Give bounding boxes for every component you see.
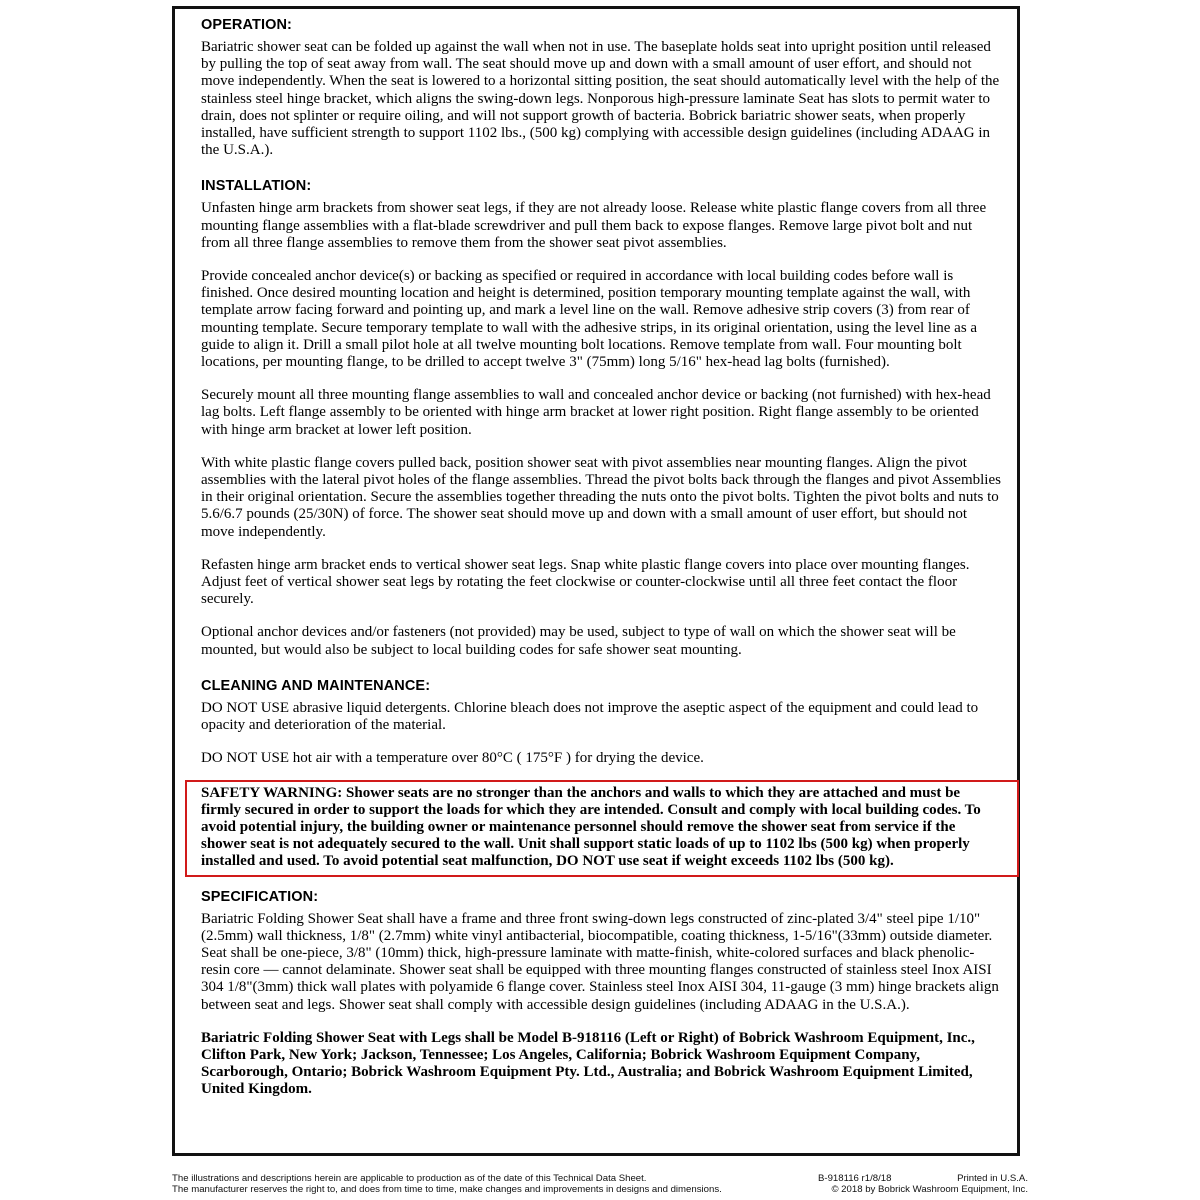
installation-heading: INSTALLATION:: [201, 178, 312, 195]
cleaning-paragraph-2: DO NOT USE hot air with a temperature over 80°C ( 175°F ) for drying the device.: [201, 750, 704, 767]
specification-model-statement: Bariatric Folding Shower Seat with Legs shall be Model B-918116 (Left or Right) of Bobrick Washroom Equipment, Inc., Clifton Park, New York; Jackson, Tennessee; Los Angeles, California; Bobrick Washroom Equipment Company, Scarborough, Ontario; Bobrick Washroom Equipment Pty. Ltd., Australia; and Bobrick Washroom Equipment Limited, United Kingdom.: [201, 1029, 975, 1098]
footer-credits: [818, 1173, 1028, 1195]
cleaning-heading: CLEANING AND MAINTENANCE:: [201, 677, 431, 694]
operation-heading: OPERATION:: [201, 17, 292, 33]
installation-paragraph-5: Refasten hinge arm bracket ends to vertical shower seat legs. Snap white plastic flange covers into place over mounting flanges. Adjust feet of vertical shower seat legs by rotating the feet clockwise or counter-clockwise until all three feet contact the floor securely.: [201, 556, 970, 608]
installation-paragraph-6: Optional anchor devices and/or fasteners (not provided) may be used, subject to type of wall on which the shower seat will be mounted, but would also be subject to local building codes for safe shower seat mounting.: [201, 624, 956, 658]
safety-warning-text: SAFETY WARNING: Shower seats are no stronger than the anchors and walls to which they are attached and must be firmly secured in order to support the loads for which they are intended. Consult and comply with local building codes. To avoid potential injury, the building owner or maintenance personnel should remove the shower seat from service if the shower seat is not adequately secured to the wall. Unit shall support static loads of up to 1102 lbs (500 kg) when properly installed and used. To avoid potential seat malfunction, DO NOT use seat if weight exceeds 1102 lbs (500 kg).: [201, 784, 981, 870]
doc-number: B-918116 r1/8/18: [818, 1173, 892, 1184]
footer-disclaimer: [172, 1173, 792, 1195]
printed-in: Printed in U.S.A.: [957, 1173, 1028, 1184]
footer-disclaimer-line-1: The illustrations and descriptions herein are applicable to production as of the date of this Technical Data Sheet.: [172, 1173, 647, 1184]
copyright: © 2018 by Bobrick Washroom Equipment, Inc.: [831, 1184, 1028, 1196]
specification-heading: SPECIFICATION:: [201, 888, 319, 905]
technical-data-sheet: [172, 6, 1020, 1156]
installation-paragraph-1: Unfasten hinge arm brackets from shower seat legs, if they are not already loose. Release white plastic flange covers from all three mounting flange assemblies with a flat-blade screwdriver and pull them back to expose flanges. Remove large pivot bolt and nut from all three flange assemblies to remove them from the shower seat pivot assemblies.: [201, 200, 987, 251]
specification-paragraph: Bariatric Folding Shower Seat shall have a frame and three front swing-down legs constructed of zinc-plated 3/4" steel pipe 1/10" (2.5mm) wall thickness, 1/8" (2.7mm) white vinyl antibacterial, biocompatible, coating thickness, 1-5/16"(33mm) outside diameter. Seat shall be one-piece, 3/8" (10mm) thick, high-pressure laminate with matte-finish, white-colored surfaces and black phenolic-resin core — cannot delaminate. Shower seat shall be equipped with three mounting flanges constructed of stainless steel Inox AISI 304 1/8"(3mm) thick wall plates with polyamide 6 flange cover. Stainless steel Inox AISI 304, 11-gauge (3 mm) hinge brackets align between seat and legs. Shower seat shall comply with accessible design guidelines (including ADAAG in the U.S.A.).: [201, 910, 999, 1013]
installation-paragraph-3: Securely mount all three mounting flange assemblies to wall and concealed anchor device or backing (not furnished) with hex-head lag bolts. Left flange assembly to be oriented with hinge arm bracket at lower right position. Right flange assembly to be oriented with hinge arm bracket at lower left position.: [201, 387, 991, 438]
safety-warning-box: [185, 780, 1019, 877]
operation-paragraph: Bariatric shower seat can be folded up against the wall when not in use. The baseplate holds seat into upright position until released by pulling the top of seat away from wall. The seat should move up and down with a small amount of user effort, and should not move independently. When the seat is lowered to a horizontal sitting position, the seat should automatically level with the help of the stainless steel hinge bracket, which aligns the swing-down legs. Nonporous high-pressure laminate Seat has slots to permit water to drain, does not splinter or require oiling, and will not support growth of bacteria. Bobrick bariatric shower seats, when properly installed, have sufficient strength to support 1102 lbs., (500 kg) complying with accessible design guidelines (including ADAAG in the U.S.A.).: [201, 39, 1000, 159]
sheet-content: [201, 17, 1003, 1099]
installation-paragraph-4: With white plastic flange covers pulled back, position shower seat with pivot assemblies near mounting flanges. Align the pivot assemblies with the lateral pivot holes of the flange assemblies. Thread the pivot bolts back through the flanges and pivot Assemblies in their original orientation. Secure the assemblies together threading the nuts onto the pivot bolts. Tighten the pivot bolts and nuts to 5.6/6.7 pounds (25/30N) of force. The shower seat should move up and down with a small amount of user effort, but should not move independently.: [201, 454, 1001, 540]
installation-paragraph-2: Provide concealed anchor device(s) or backing as specified or required in accordance with local building codes before wall is finished. Once desired mounting location and height is determined, position temporary mounting template against the wall, with template arrow facing forward and pointing up, and mark a level line on the wall. Remove adhesive strip covers (3) from rear of mounting template. Secure temporary template to wall with the adhesive strips, in its original orientation, using the level line as a guide to align it. Drill a small pilot hole at all twelve mounting bolt locations. Remove template from wall. Four mounting bolt locations, per mounting flange, to be drilled to accept twelve 3" (75mm) long 5/16" hex-head lag bolts (furnished).: [201, 268, 978, 371]
cleaning-paragraph-1: DO NOT USE abrasive liquid detergents. Chlorine bleach does not improve the aseptic aspect of the equipment and could lead to opacity and deterioration of the material.: [201, 699, 979, 734]
footer-disclaimer-line-2: The manufacturer reserves the right to, and does from time to time, make changes and improvements in designs and dimensions.: [172, 1184, 722, 1196]
